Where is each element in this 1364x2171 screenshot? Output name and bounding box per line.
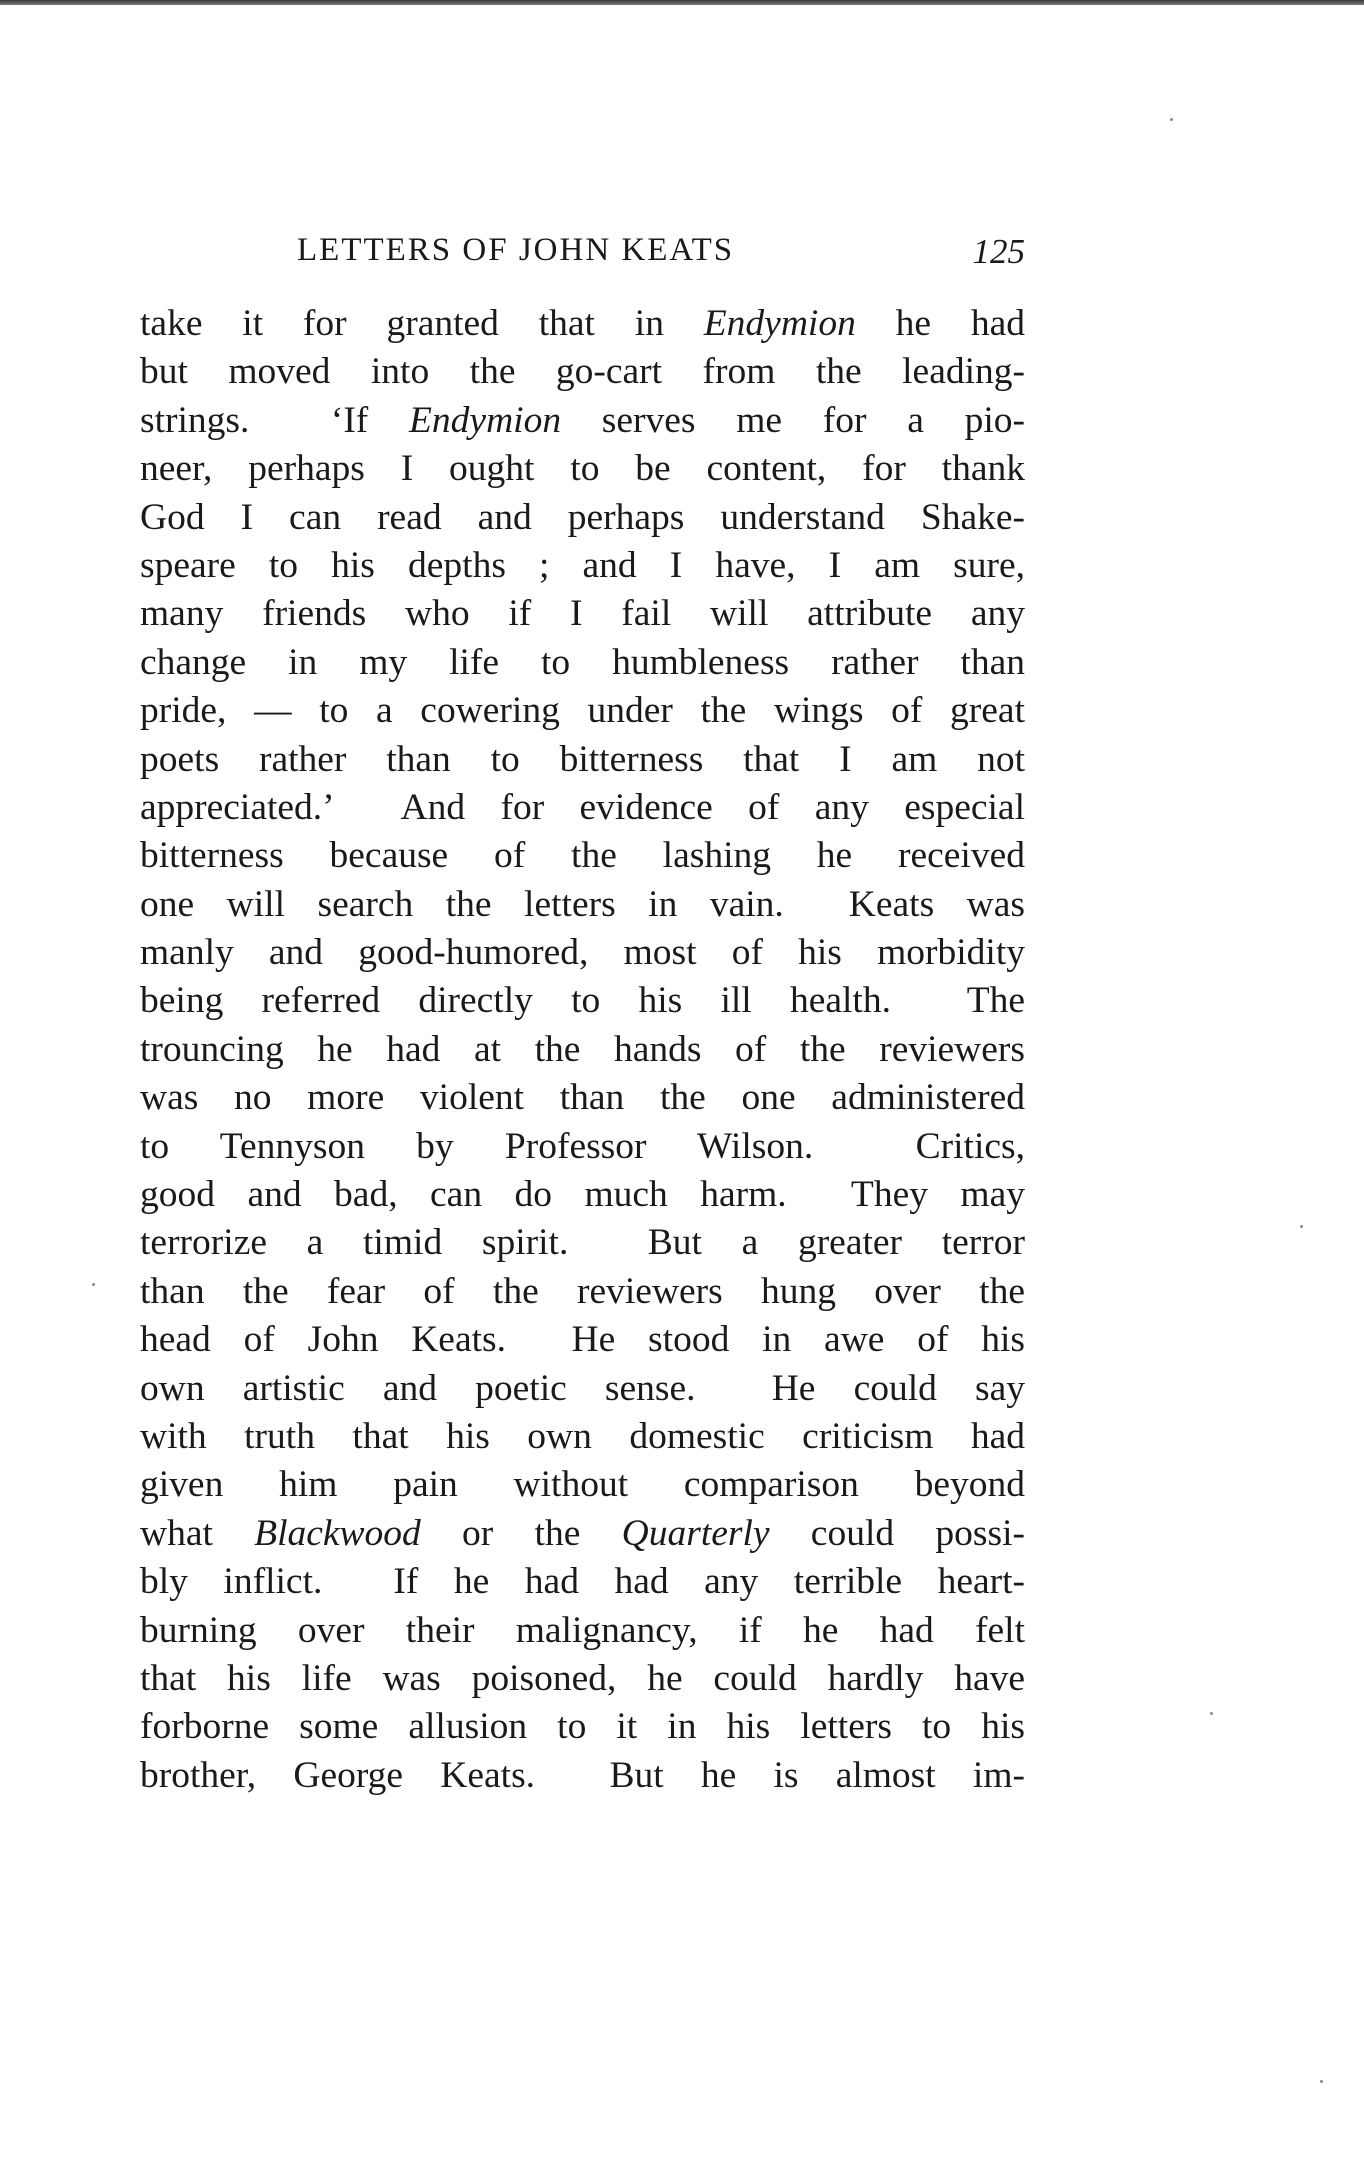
text-line <box>140 1268 1025 1316</box>
text-line <box>140 784 1025 832</box>
text-segment: change in my life to humbleness rather than <box>140 641 1025 683</box>
text-line <box>140 1074 1025 1122</box>
text-segment: what <box>140 1512 255 1554</box>
text-line <box>140 348 1025 396</box>
text-line <box>140 1316 1025 1364</box>
text-segment: bitterness because of the lashing he received <box>140 835 1025 877</box>
text-segment: good and bad, can do much harm. They may <box>140 1174 1025 1216</box>
paper-speck <box>1320 2080 1323 2083</box>
text-segment: that his life was poisoned, he could hardly have <box>140 1657 1025 1699</box>
text-segment: brother, George Keats. But he is almost im- <box>140 1754 1025 1796</box>
text-segment: forborne some allusion to it in his letters to his <box>140 1706 1025 1748</box>
paper-speck <box>1210 1712 1213 1715</box>
text-segment: trouncing he had at the hands of the reviewers <box>140 1028 1025 1070</box>
text-segment: than the fear of the reviewers hung over the <box>140 1270 1025 1312</box>
text-line <box>140 1413 1025 1461</box>
text-segment: poets rather than to bitterness that I am not <box>140 738 1025 780</box>
text-line <box>140 1752 1025 1800</box>
text-line <box>140 1558 1025 1606</box>
text-segment: was no more violent than the one administered <box>140 1077 1025 1119</box>
text-segment: one will search the letters in vain. Keats was <box>140 883 1025 925</box>
running-title: LETTERS OF JOHN KEATS <box>297 232 735 268</box>
text-segment: God I can read and perhaps understand Shake- <box>140 496 1025 538</box>
text-line <box>140 832 1025 880</box>
page-number: 125 <box>972 232 1025 271</box>
text-line <box>140 1607 1025 1655</box>
text-segment: speare to his depths ; and I have, I am sure, <box>140 544 1025 586</box>
text-line <box>140 1703 1025 1751</box>
text-segment: but moved into the go-cart from the leading- <box>140 351 1025 393</box>
italic-title-text: Blackwood <box>254 1512 421 1554</box>
text-segment: own artistic and poetic sense. He could say <box>140 1367 1025 1409</box>
text-line <box>140 1655 1025 1703</box>
text-segment: neer, perhaps I ought to be content, for thank <box>140 448 1025 490</box>
text-line <box>140 1219 1025 1267</box>
text-line <box>140 542 1025 590</box>
text-line <box>140 1461 1025 1509</box>
text-segment: strings. ‘If <box>140 399 410 441</box>
text-segment: being referred directly to his ill health. The <box>140 980 1025 1022</box>
text-line <box>140 1026 1025 1074</box>
text-segment: with truth that his own domestic criticism had <box>140 1415 1025 1457</box>
text-line <box>140 639 1025 687</box>
text-segment: to Tennyson by Professor Wilson. Critics, <box>140 1125 1025 1167</box>
text-line <box>140 590 1025 638</box>
italic-title-text: Endymion <box>409 399 562 441</box>
text-line <box>140 397 1025 445</box>
text-line <box>140 300 1025 348</box>
paper-speck <box>1170 118 1173 121</box>
text-line <box>140 1510 1025 1558</box>
text-segment: take it for granted that in <box>140 303 704 344</box>
paper-speck <box>92 1283 95 1286</box>
text-segment: head of John Keats. He stood in awe of his <box>140 1319 1025 1361</box>
text-segment: pride, — to a cowering under the wings of great <box>140 690 1025 732</box>
paper-speck <box>1300 1225 1303 1228</box>
text-segment: appreciated.’ And for evidence of any especial <box>140 786 1025 828</box>
text-line <box>140 977 1025 1025</box>
text-segment: could possi- <box>769 1512 1025 1554</box>
italic-title-text: Endymion <box>703 303 856 344</box>
text-line <box>140 1171 1025 1219</box>
text-segment: he had <box>855 303 1025 344</box>
body-text <box>140 300 1025 1800</box>
italic-title-text: Quarterly <box>621 1512 770 1554</box>
text-line <box>140 494 1025 542</box>
text-line <box>140 445 1025 493</box>
running-head <box>140 228 1025 280</box>
text-segment: serves me for a pio- <box>561 399 1025 441</box>
text-line <box>140 687 1025 735</box>
text-line <box>140 929 1025 977</box>
scan-top-edge <box>0 0 1364 5</box>
text-segment: bly inflict. If he had had any terrible heart- <box>140 1561 1025 1603</box>
text-segment: terrorize a timid spirit. But a greater terror <box>140 1222 1025 1264</box>
text-line <box>140 881 1025 929</box>
text-line <box>140 736 1025 784</box>
text-segment: or the <box>420 1512 622 1554</box>
text-segment: burning over their malignancy, if he had felt <box>140 1609 1025 1651</box>
text-segment: given him pain without comparison beyond <box>140 1464 1025 1506</box>
text-line <box>140 1365 1025 1413</box>
text-segment: many friends who if I fail will attribute any <box>140 593 1025 635</box>
text-line <box>140 1123 1025 1171</box>
text-segment: manly and good-humored, most of his morbidity <box>140 932 1025 974</box>
